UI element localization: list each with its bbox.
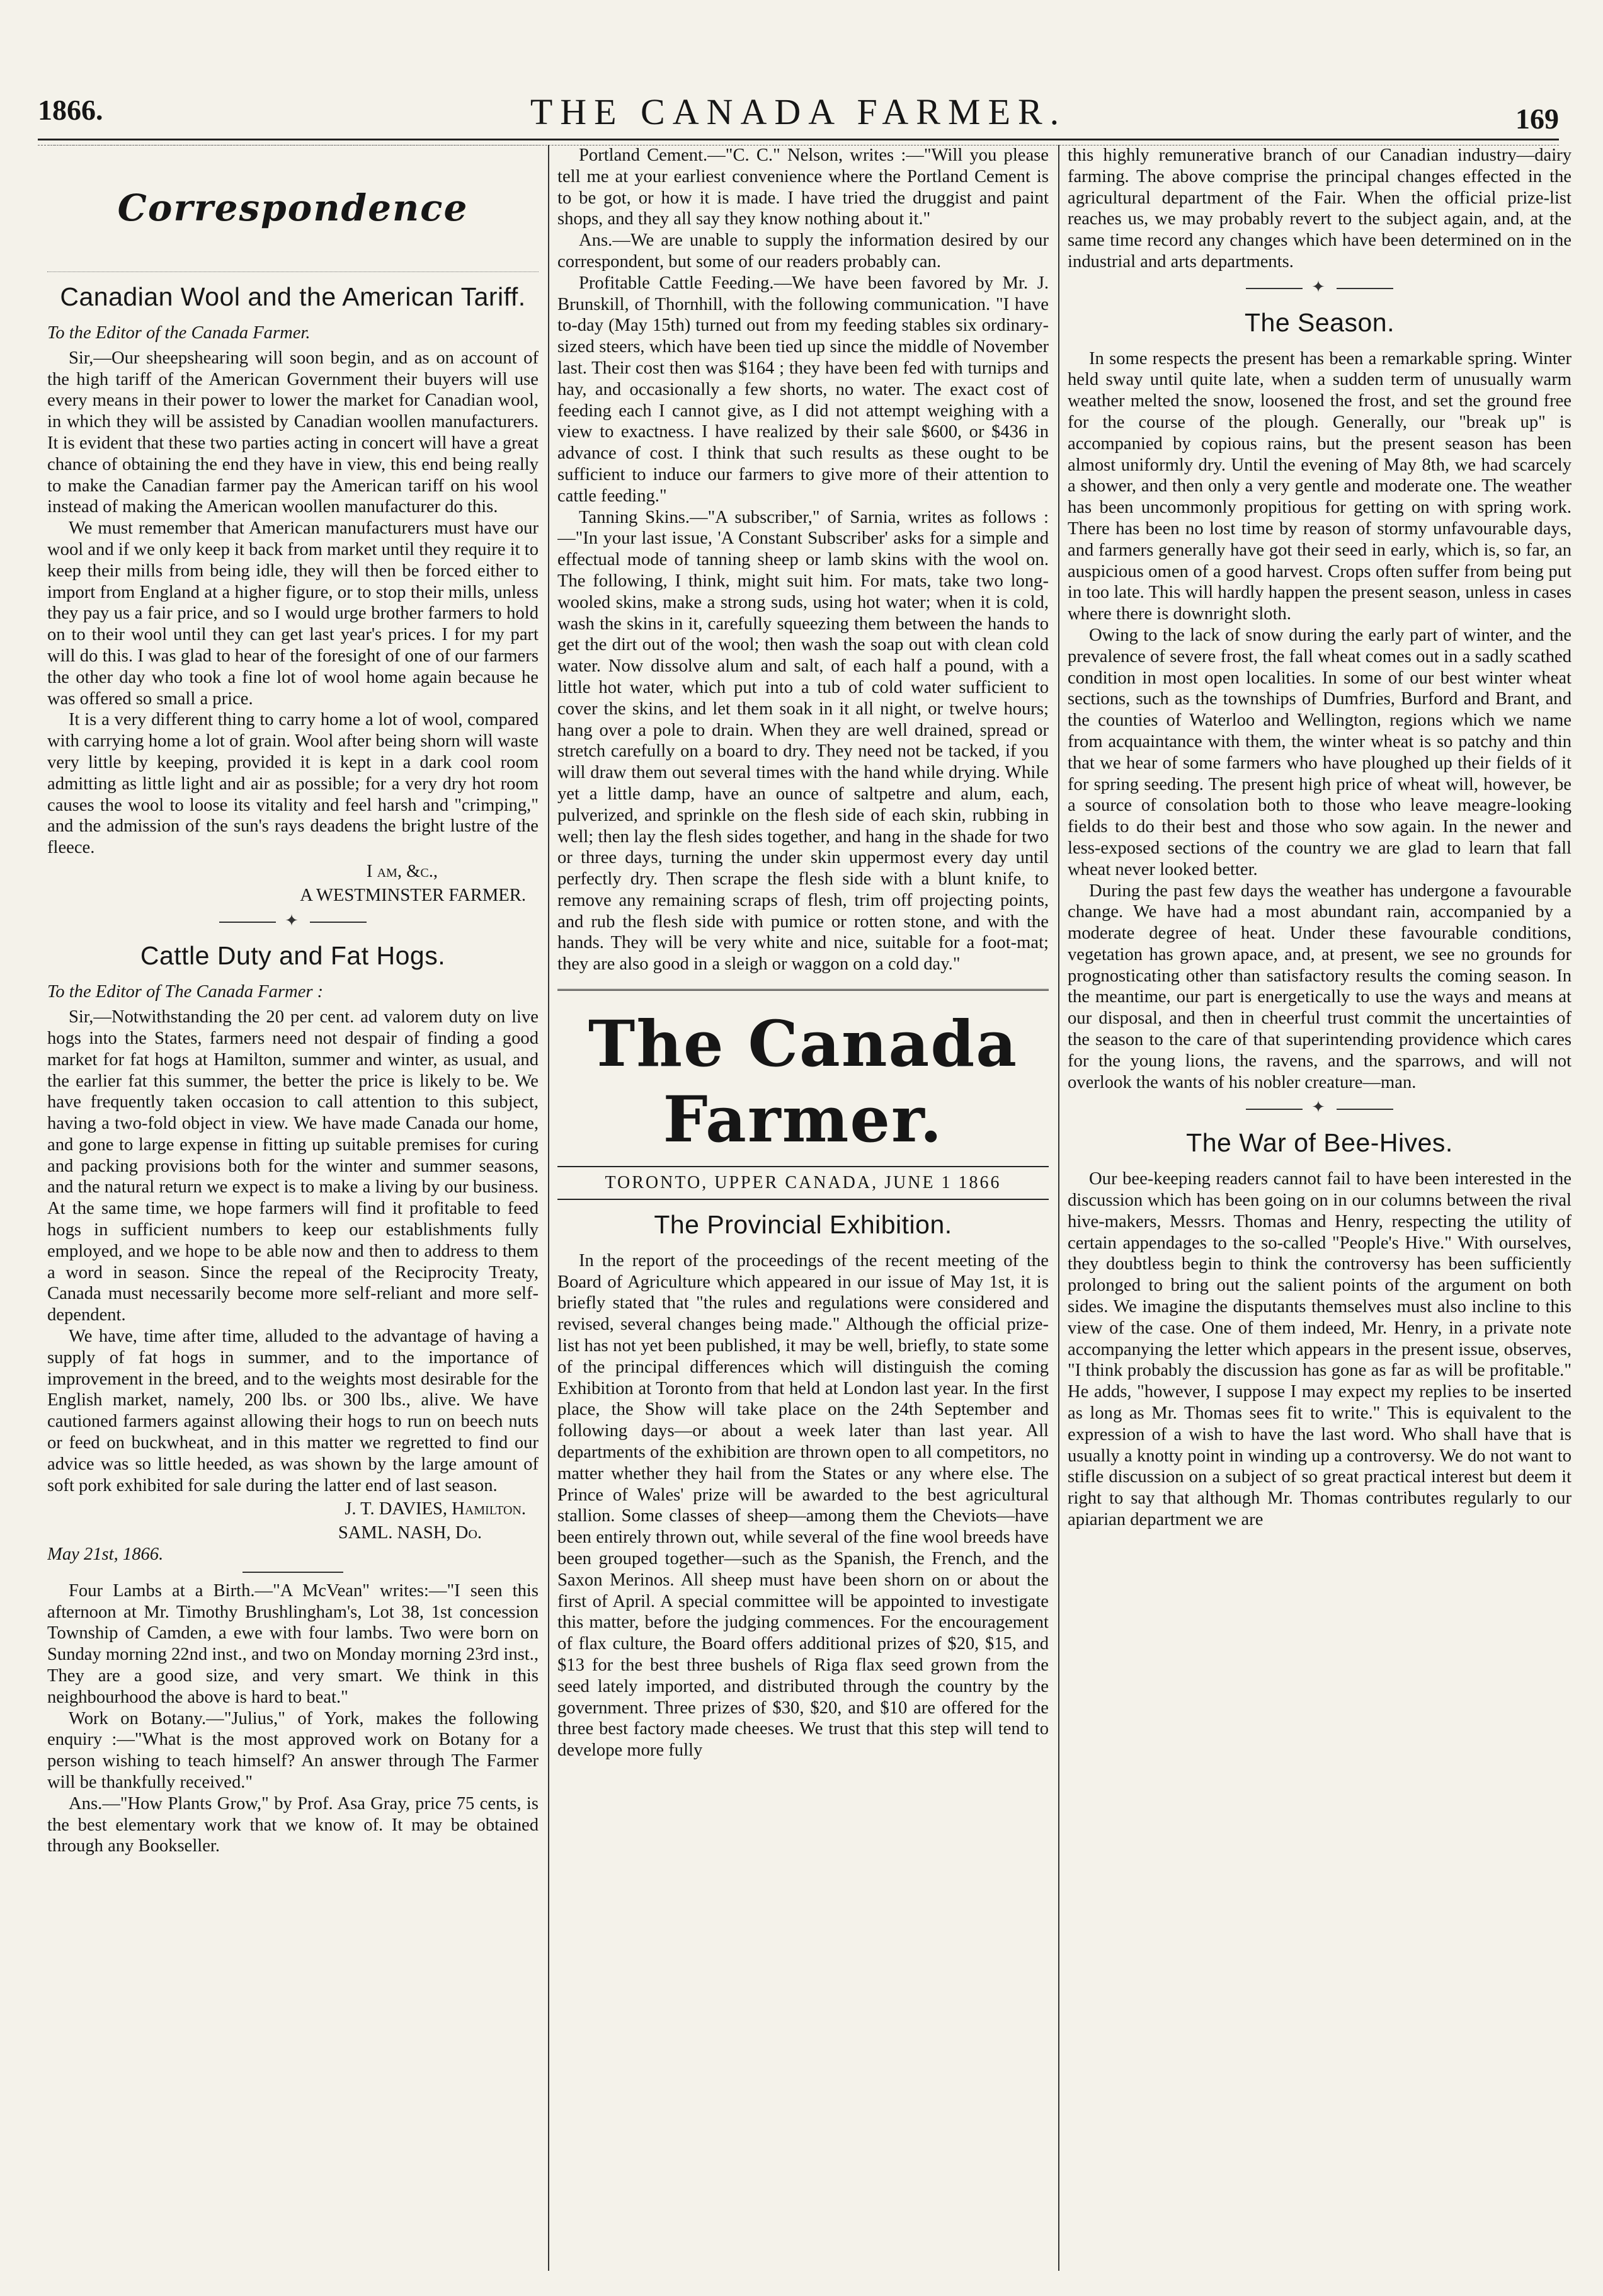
page-number: 169 <box>1515 103 1559 135</box>
paragraph: In the report of the proceedings of the recent meeting of the Board of Agriculture which appeared in our issue of May 1st, it is briefly stated that "the rules and regulations were considered and revised, several changes being made." Although the official prize-list has not yet been published, it may be well, briefly, to state some of the principal differences which will distinguish the coming Exhibition at Toronto from that held at London last year. In the first place, the Show will take place on the 24th September and following days—or about a week later than last year. All departments of the exhibition are thrown open to all competitors, no matter whether they hail from the States or any where else. The Prince of Wales' prize will be awarded to the best agricultural stallion. Some classes of sheep—among them the Cheviots—have been entirely thrown out, while several of the fine wool breeds have been grouped together—such as the Spanish, the French, and the Saxon Merinos. All sheep must have been shorn on or about the first of April. A special committee will be appointed to investigate this matter, before the judging commences. For the encouragement of flax culture, the Board offers additional prizes of $20, $15, and $13 for the best three bushels of Riga flax seed grown from the seed lately imported, and distributed through the country by the government. Three prizes of $30, $20, and $10 are offered for the three best factory made cheeses. We trust that this step will tend to develope more fully <box>557 1250 1049 1761</box>
column-left <box>47 145 539 2271</box>
correspondence-banner: Correspondence <box>47 145 539 272</box>
paragraph: Sir,—Notwithstanding the 20 per cent. ad valorem duty on live hogs into the States, farmers need not despair of finding a good market for fat hogs at Hamilton, summer and winter, as usual, and the earlier fat this summer, the better the price is likely to be. We have frequently taken occasion to call attention to this subject, having a two-fold object in view. We have made Canada our home, and gone to large expense in fitting up suitable premises for curing and packing provisions both for the winter and summer seasons, and the natural return we expect is to make a living by our business. At the same time, we hope farmers will find it profitable to feed hogs in sufficient numbers to keep our establishments fully employed, and we hope to be able now and then to address to them a word in season. Since the repeal of the Reciprocity Treaty, Canada must necessarily become more self-reliant and more self-dependent. <box>47 1007 539 1325</box>
section-ornament: ✦ <box>1068 277 1572 298</box>
running-head <box>38 44 1559 139</box>
paragraph: Portland Cement.—"C. C." Nelson, writes :—"Will you please tell me at your earliest convenience where the Portland Cement is to be got, or how it is made. I have tried the druggist and paint shops, and they all say they know nothing about it." <box>557 146 1049 229</box>
paragraph: We have, time after time, alluded to the advantage of having a supply of fat hogs in summer, and to the importance of improvement in the breed, and to the weights most desirable for the English market, namely, 200 lbs. or 300 lbs., alive. We have cautioned farmers against allowing their hogs to run on beech nuts or feed on buckwheat, and in this matter we regretted to find our advice was so little heeded, as was shown by the large amount of soft pork exhibited for sale during the latter end of last season. <box>47 1327 539 1495</box>
header-rule <box>38 139 1559 140</box>
paragraph: Our bee-keeping readers cannot fail to have been interested in the discussion which has been going on in our columns between the rival hive-makers, Messrs. Thomas and Henry, respecting the utility of certain appendages to the so-called "People's Hive." With ourselves, they doubtless begin to think the controversy has been sufficiently prolonged to bring out the salient points of the argument on both sides. We imagine the disputants themselves must also incline to this view of the case. One of them indeed, Mr. Henry, in a private note accompanying the letter which appears in the present issue, observes, "I think probably the discussion has gone as far as will be profitable." He adds, "however, I suppose I may expect my replies to be inserted as long as Mr. Thomas sees fit to write." This is equivalent to the expression of a wish to have the last word. Who shall have that is usually a knotty point in winding up a controversy. We do not want to stifle discussion on a subject of so great practical interest but deem it right to say that although Mr. Thomas contributes regularly to our apiarian department we are <box>1068 1169 1572 1530</box>
signature-closing: I am, &c., <box>366 861 438 881</box>
section-ornament: ✦ <box>1068 1097 1572 1118</box>
masthead-title: The Canada Farmer. <box>588 1007 1018 1157</box>
column-right <box>1068 145 1572 2271</box>
section-ornament: ✦ <box>47 910 539 932</box>
article-title-wool-tariff: Canadian Wool and the American Tariff. <box>60 282 526 311</box>
paragraph: Four Lambs at a Birth.—"A McVean" writes:—"I seen this afternoon at Mr. Timothy Brushlingham's, Lot 38, 1st concession Township of Camden, a ewe with four lambs. Two were born on Sunday morning 22nd inst., and two on Monday morning 23rd inst., They are a good size, and very smart. We think in this neighbourhood the above is hard to beat." <box>47 1580 539 1707</box>
paragraph: Owing to the lack of snow during the early part of winter, and the prevalence of severe frost, the fall wheat comes out in a sadly scathed condition in most open localities. In some of our best winter wheat sections, such as the townships of Dumfries, Burford and Brant, and the counties of Waterloo and Wellington, regions which we name from acquaintance with them, the winter wheat is so patchy and thin that we hear of some farmers who have ploughed up their fields of it for spring seeding. The present high price of wheat will, however, be a source of consolation both to those who leave meagre-looking fields to do their best and those who sow again. In the newer and less-exposed sections of the country we are glad to learn that fall wheat never looked better. <box>1068 625 1572 879</box>
article-title-season: The Season. <box>1245 307 1395 337</box>
paragraph: In some respects the present has been a remarkable spring. Winter held sway until quite late, when a sudden term of unusually warm weather melted the snow, loosened the frost, and set the ground free for the course of the plough. Generally, our "break up" is accompanied by copious rains, but the present season has been almost uniformly dry. Until the evening of May 8th, we had scarcely a shower, and then only a very gentle and moderate one. The weather has been uncommonly propitious for getting on with spring work. There has been no lost time by reason of stormy unfavourable days, and farmers generally have got their seed in early, which is, so far, an auspicious omen of a good harvest. Crops often suffer from being put in too late. This will hardly happen the present season, unless in cases where there is downright sloth. <box>1068 348 1572 624</box>
paragraph: Tanning Skins.—"A subscriber," of Sarnia, writes as follows :—"In your last issue, 'A Constant Subscriber' asks for a simple and effectual mode of tanning sheep or lamb skins with the wool on. The following, I think, might suit him. For mats, take two long-wooled skins, make a strong suds, using hot water; when it is cold, wash the skins in it, carefully squeezing them between the hands to get the dirt out of the wool; then wash the soap out with clean cold water. Now dissolve alum and salt, of each half a pound, with a little hot water, which put into a tub of cold water sufficient to cover the skins, and let them soak in it all night, or twelve hours; hang over a pole to drain. When they are well drained, spread or stretch carefully on a board to dry. They need not be tacked, if you will draw them out several times with the hand while drying. While yet a little damp, have an ounce of saltpetre and alum, each, pulverized, and sprinkle on the flesh side of each skin, rubbing in well; then lay the flesh sides together, and hang in the shade for two or three days, turning the under skin uppermost every day until perfectly dry. Then scrape the flesh side with a blunt knife, to remove any remaining scraps of flesh, trim off projecting points, and rub the flesh side with pumice or rotten stone, and with the hands. They will be very white and nice, suitable for a foot-mat; they are also good in a sleigh or waggon on a cold day." <box>557 507 1049 974</box>
paragraph: It is a very different thing to carry home a lot of wool, compared with carrying home a lot of grain. Wool after being shorn will waste very little by keeping, provided it is kept in a dark cool room admitting as little light and air as possible; for a very dry hot room causes the wool to loose its vitality and feel harsh and "crimping," and the admission of the sun's rays deadens the bright lustre of the fleece. <box>47 710 539 858</box>
newspaper-title: THE CANADA FARMER. <box>530 91 1067 132</box>
column-divider <box>548 145 549 2271</box>
masthead-dateline: TORONTO, UPPER CANADA, JUNE 1 1866 <box>557 1166 1049 1200</box>
issue-year: 1866. <box>38 94 103 126</box>
article-title-cattle-duty: Cattle Duty and Fat Hogs. <box>140 941 446 971</box>
short-rule <box>242 1572 343 1573</box>
masthead <box>557 989 1049 1200</box>
letter-date: May 21st, 1866. <box>47 1545 164 1565</box>
paragraph: Sir,—Our sheepshearing will soon begin, and as on account of the high tariff of the American Government their buyers will use every means in their power to lower the market for Canadian wool, in which they will be assisted by Canadian woollen manufacturers. It is evident that these two parties acting in concert will have a great chance of obtaining the end they have in view, this end being really to make the Canadian farmer pay the American tariff on his wool instead of making the American woollen manufacturer do this. <box>47 348 539 517</box>
address-line: To the Editor of The Canada Farmer : <box>47 982 324 1002</box>
article-title-bee-hives: The War of Bee-Hives. <box>1186 1128 1453 1158</box>
article-title-provincial-exhibition: The Provincial Exhibition. <box>654 1209 952 1239</box>
paragraph: During the past few days the weather has undergone a favourable change. We have had a most abundant rain, accompanied by a moderate degree of heat. Under these favourable conditions, vegetation has grown apace, and, at present, we see no grounds for prognosticating other than satisfactory results the coming season. In the meantime, our part is energetically to use the ways and means at our disposal, and then in cheerful trust commit the uncertainties of the season to the care of that superintending providence which cares for the young lions, the ravens, and the sparrows, and will not overlook the wants of his nobler creature—man. <box>1068 881 1572 1092</box>
paragraph: Profitable Cattle Feeding.—We have been favored by Mr. J. Brunskill, of Thornhill, with the following communication. "I have to-day (May 15th) turned out from my feeding stables six ordinary-sized steers, which have been tied up since the middle of November last. Their cost then was $164 ; they have been fed with turnips and hay, and occasionally a few shorts, no water. The exact cost of feeding each I cannot give, as I did not attempt weighing with a view to exactness. I have realized by their sale $600, or $436 in advance of cost. I think that such results as these ought to be sufficient to induce our farmers to give more of their attention to cattle feeding." <box>557 273 1049 506</box>
signature-name: J. T. DAVIES, Hamilton. <box>345 1499 526 1519</box>
paragraph: We must remember that American manufacturers must have our wool and if we only keep it back from market until they require it to keep their mills from being idle, they will then be forced either to import from England at a higher figure, or to stop their mills, unless they pay us a fair price, and so I would urge brother farmers to hold on to their wool until they can get last year's prices. I for my part will do this. I was glad to hear of the foresight of one of our farmers the other day who took a fine lot of wool home again because he was offered so small a price. <box>47 518 539 709</box>
signature-name: SAML. NASH, Do. <box>338 1523 482 1543</box>
paragraph: Ans.—"How Plants Grow," by Prof. Asa Gray, price 75 cents, is the best elementary work that we know of. It may be obtained through any Bookseller. <box>47 1793 539 1856</box>
paragraph: this highly remunerative branch of our Canadian industry—dairy farming. The above comprise the principal changes effected in the agricultural department of the Fair. When the official prize-list reaches us, we may probably revert to the subject again, and, at the same time record any changes which have been determined on in the industrial and arts departments. <box>1068 146 1572 271</box>
paragraph: Ans.—We are unable to supply the information desired by our correspondent, but some of our readers probably can. <box>557 231 1049 271</box>
address-line: To the Editor of the Canada Farmer. <box>47 323 311 343</box>
paragraph: Work on Botany.—"Julius," of York, makes the following enquiry :—"What is the most approved work on Botany for a person wishing to teach himself? An answer through The Farmer will be thankfully received." <box>47 1708 539 1792</box>
signature-name: A WESTMINSTER FARMER. <box>300 885 526 905</box>
column-middle <box>557 145 1049 2271</box>
column-divider <box>1058 145 1059 2271</box>
